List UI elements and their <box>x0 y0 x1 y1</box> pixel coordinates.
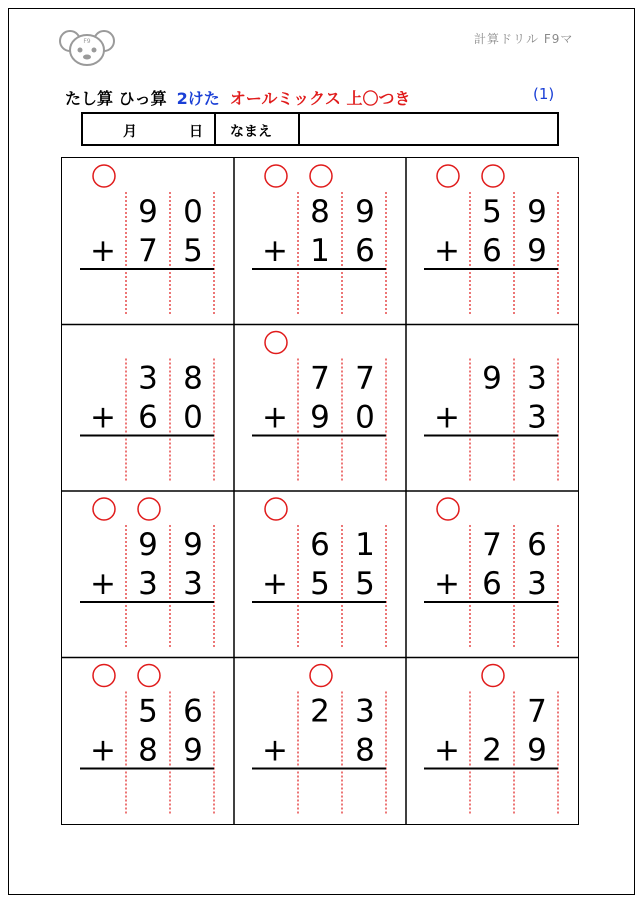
top-digit: 3 <box>138 360 158 397</box>
problem-grid <box>61 157 579 825</box>
problem-grid-drawing <box>62 158 578 824</box>
plus-sign: + <box>434 732 460 769</box>
plus-sign: + <box>262 399 288 436</box>
month-label: 月 <box>123 124 137 140</box>
name-date-box <box>81 112 559 146</box>
bottom-digit: 3 <box>527 566 547 602</box>
plus-sign: + <box>90 399 116 436</box>
top-digit: 3 <box>527 360 547 397</box>
name-input-area[interactable] <box>300 114 557 144</box>
top-digit: 9 <box>183 527 203 563</box>
mouse-logo-icon <box>59 28 115 68</box>
problem-cell[interactable] <box>406 325 578 492</box>
bottom-digit: 8 <box>138 732 158 769</box>
bottom-digit: 3 <box>527 399 547 436</box>
plus-sign: + <box>262 732 288 769</box>
plus-sign: + <box>90 732 116 769</box>
bottom-digit: 9 <box>527 233 547 269</box>
bottom-digit: 9 <box>183 732 203 769</box>
bottom-digit: 1 <box>310 233 330 269</box>
site-label: 計算ドリル F9マ <box>474 32 574 46</box>
bottom-digit: 3 <box>183 566 203 602</box>
day-label: 日 <box>189 124 203 140</box>
logo-text: F9 <box>83 38 91 45</box>
bottom-digit: 9 <box>310 399 330 436</box>
top-digit: 7 <box>310 360 330 397</box>
bottom-digit: 6 <box>355 233 375 269</box>
top-digit: 5 <box>482 194 502 230</box>
top-digit: 3 <box>355 693 375 730</box>
top-digit: 9 <box>527 194 547 230</box>
worksheet-title <box>65 86 411 109</box>
bottom-digit: 5 <box>355 566 375 602</box>
title-operation: たし算 ひっ算 <box>65 89 167 108</box>
top-digit: 5 <box>138 693 158 730</box>
title-digits: 2けた <box>176 89 220 108</box>
bottom-digit: 6 <box>482 233 502 269</box>
problem-cell[interactable] <box>234 658 406 825</box>
plus-sign: + <box>262 566 288 602</box>
bottom-digit: 5 <box>310 566 330 602</box>
top-digit: 7 <box>355 360 375 397</box>
top-digit: 9 <box>355 194 375 230</box>
bottom-digit: 7 <box>138 233 158 269</box>
top-digit: 9 <box>482 360 502 397</box>
bottom-digit: 0 <box>183 399 203 436</box>
plus-sign: + <box>434 233 460 269</box>
title-variant: オールミックス 上〇つき <box>229 89 411 108</box>
top-digit: 8 <box>310 194 330 230</box>
top-digit: 6 <box>527 527 547 563</box>
top-digit: 1 <box>355 527 375 563</box>
bottom-digit: 6 <box>138 399 158 436</box>
top-digit: 9 <box>138 194 158 230</box>
top-digit: 7 <box>482 527 502 563</box>
bottom-digit: 6 <box>482 566 502 602</box>
bottom-digit: 0 <box>355 399 375 436</box>
plus-sign: + <box>434 566 460 602</box>
sheet-number: (1) <box>533 85 555 103</box>
top-digit: 6 <box>310 527 330 563</box>
plus-sign: + <box>90 566 116 602</box>
plus-sign: + <box>434 399 460 436</box>
bottom-digit: 8 <box>355 732 375 769</box>
plus-sign: + <box>90 233 116 269</box>
bottom-digit: 5 <box>183 233 203 269</box>
top-digit: 9 <box>138 527 158 563</box>
top-digit: 7 <box>527 693 547 730</box>
bottom-digit: 9 <box>527 732 547 769</box>
bottom-digit: 2 <box>482 732 502 769</box>
divider <box>214 114 216 144</box>
plus-sign: + <box>262 233 288 269</box>
top-digit: 6 <box>183 693 203 730</box>
top-digit: 0 <box>183 194 203 230</box>
bottom-digit: 3 <box>138 566 158 602</box>
top-digit: 2 <box>310 693 330 730</box>
top-digit: 8 <box>183 360 203 397</box>
name-label: なまえ <box>230 124 272 140</box>
